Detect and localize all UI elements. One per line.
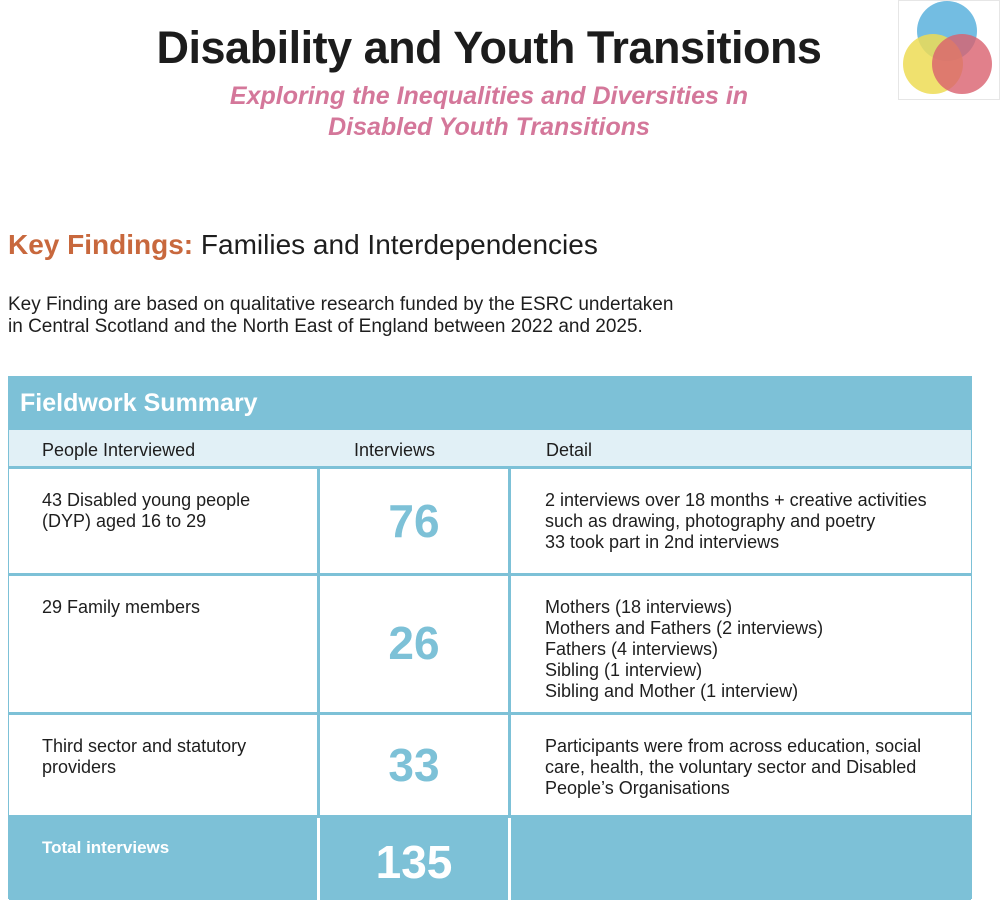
detail-line: Fathers (4 interviews) (545, 639, 719, 659)
page-title: Disability and Youth Transitions (156, 22, 822, 73)
intro-line-2: in Central Scotland and the North East of England between 2022 and 2025. (8, 316, 643, 337)
total-count: 135 (375, 836, 453, 888)
people-cell (9, 576, 320, 712)
people-line: providers (42, 757, 117, 777)
key-findings-label: Key Findings: (8, 229, 194, 260)
table-row (9, 573, 971, 712)
subtitle-line-2: Disabled Youth Transitions (328, 113, 650, 141)
table-header-row (9, 430, 971, 466)
fieldwork-summary-table (8, 376, 972, 899)
section-topic: Families and Interdependencies (193, 229, 598, 260)
total-row (9, 815, 971, 900)
interview-count: 33 (388, 739, 440, 791)
people-line: 43 Disabled young people (42, 490, 251, 510)
people-cell (9, 715, 320, 815)
people-line: (DYP) aged 16 to 29 (42, 511, 207, 531)
total-empty-cell (511, 818, 971, 900)
header-people: People Interviewed (42, 440, 196, 460)
people-cell (9, 469, 320, 573)
table-title: Fieldwork Summary (9, 377, 971, 430)
subtitle-line-1: Exploring the Inequalities and Diversities in (229, 82, 749, 110)
intro-text (8, 294, 728, 338)
total-cell (320, 818, 511, 900)
table-row (9, 712, 971, 815)
detail-cell (511, 576, 971, 712)
detail-line: 33 took part in 2nd interviews (545, 532, 780, 552)
detail-cell (511, 469, 971, 573)
detail-line: such as drawing, photography and poetry (545, 511, 876, 531)
interview-count: 76 (388, 495, 440, 547)
table-row (9, 466, 971, 573)
header-detail: Detail (546, 440, 593, 460)
detail-line: Participants were from across education, social (545, 736, 922, 756)
interviews-cell (320, 715, 511, 815)
page-subtitle (0, 81, 978, 143)
detail-line: care, health, the voluntary sector and Disabled (545, 757, 917, 777)
header-interviews: Interviews (354, 440, 436, 460)
detail-line: Mothers (18 interviews) (545, 597, 733, 617)
intro-line-1: Key Finding are based on qualitative research funded by the ESRC undertaken (8, 294, 674, 315)
section-heading (8, 229, 598, 261)
detail-line: 2 interviews over 18 months + creative activities (545, 490, 927, 510)
interviews-cell (320, 576, 511, 712)
detail-line: People’s Organisations (545, 778, 730, 798)
interviews-cell (320, 469, 511, 573)
people-line: 29 Family members (42, 597, 201, 617)
venn-diagram-icon (898, 0, 1000, 100)
detail-line: Sibling and Mother (1 interview) (545, 681, 799, 701)
detail-line: Sibling (1 interview) (545, 660, 703, 680)
people-line: Third sector and statutory (42, 736, 247, 756)
detail-line: Mothers and Fathers (2 interviews) (545, 618, 824, 638)
total-label: Total interviews (9, 818, 320, 900)
detail-cell (511, 715, 971, 815)
interview-count: 26 (388, 617, 440, 669)
